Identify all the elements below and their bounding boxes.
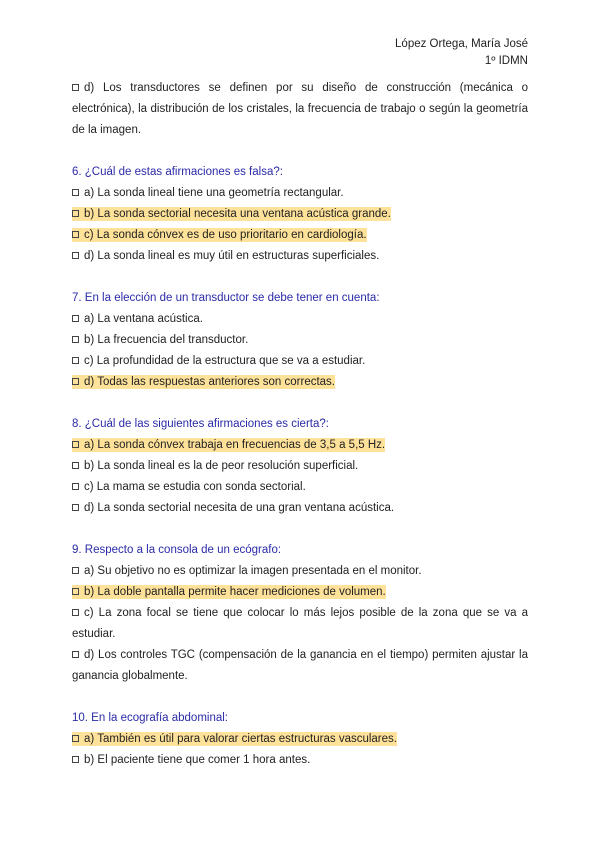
q7-option-b <box>72 330 528 351</box>
option-text: a) La ventana acústica. <box>84 313 203 325</box>
option-text: c) La mama se estudia con sonda sectorial. <box>84 481 306 493</box>
q8-option-d <box>72 498 528 519</box>
checkbox-icon[interactable] <box>72 651 79 658</box>
q7-option-a <box>72 309 528 330</box>
option-text: d) La sonda sectorial necesita de una gran ventana acústica. <box>84 502 395 514</box>
checkbox-icon[interactable] <box>72 735 79 742</box>
document-body <box>72 78 528 771</box>
question-8-title: 8. ¿Cuál de las siguientes afirmaciones es cierta?: <box>72 418 329 430</box>
checkbox-icon[interactable] <box>72 609 79 616</box>
q7-option-d <box>72 372 528 393</box>
page-header <box>395 36 528 70</box>
option-text: a) La sonda cónvex trabaja en frecuencias de 3,5 a 5,5 Hz. <box>84 439 386 451</box>
option-text: d) La sonda lineal es muy útil en estructuras superficiales. <box>84 250 380 262</box>
q6-option-a <box>72 183 528 204</box>
option-text: d) Todas las respuestas anteriores son correctas. <box>84 376 335 388</box>
q6-option-c <box>72 225 528 246</box>
option-text: a) Su objetivo no es optimizar la imagen presentada en el monitor. <box>84 565 422 577</box>
checkbox-icon[interactable] <box>72 567 79 574</box>
q8-option-c <box>72 477 528 498</box>
q10-option-b <box>72 750 528 771</box>
checkbox-icon[interactable] <box>72 231 79 238</box>
checkbox-icon[interactable] <box>72 378 79 385</box>
q9-option-a <box>72 561 528 582</box>
checkbox-icon[interactable] <box>72 84 79 91</box>
option-text: c) La zona focal se tiene que colocar lo más lejos posible de la zona que se va a estudiar. <box>72 607 528 640</box>
answer-highlight <box>72 375 335 389</box>
checkbox-icon[interactable] <box>72 588 79 595</box>
option-text: d) Los transductores se definen por su diseño de construcción (mecánica o electrónica), la distribución de los cristales, la frecuencia de trabajo o según la geometría de la imagen. <box>72 82 528 136</box>
q7-option-c <box>72 351 528 372</box>
checkbox-icon[interactable] <box>72 756 79 763</box>
checkbox-icon[interactable] <box>72 189 79 196</box>
checkbox-icon[interactable] <box>72 315 79 322</box>
checkbox-icon[interactable] <box>72 441 79 448</box>
option-text: a) La sonda lineal tiene una geometría rectangular. <box>84 187 344 199</box>
q10-option-a <box>72 729 528 750</box>
q6-option-d <box>72 246 528 267</box>
checkbox-icon[interactable] <box>72 462 79 469</box>
checkbox-icon[interactable] <box>72 252 79 259</box>
q9-option-d <box>72 645 528 687</box>
option-text: b) La sonda sectorial necesita una ventana acústica grande. <box>84 208 391 220</box>
q8-option-b <box>72 456 528 477</box>
q8-option-a <box>72 435 528 456</box>
option-text: c) La profundidad de la estructura que se va a estudiar. <box>84 355 366 367</box>
option-text: b) El paciente tiene que comer 1 hora antes. <box>84 754 311 766</box>
answer-highlight <box>72 438 385 452</box>
checkbox-icon[interactable] <box>72 483 79 490</box>
option-text: b) La sonda lineal es la de peor resolución superficial. <box>84 460 359 472</box>
checkbox-icon[interactable] <box>72 357 79 364</box>
option-text: b) La doble pantalla permite hacer mediciones de volumen. <box>84 586 386 598</box>
answer-highlight <box>72 585 386 599</box>
checkbox-icon[interactable] <box>72 504 79 511</box>
checkbox-icon[interactable] <box>72 210 79 217</box>
question-7-title: 7. En la elección de un transductor se debe tener en cuenta: <box>72 292 380 304</box>
intro-option-d <box>72 78 528 141</box>
checkbox-icon[interactable] <box>72 336 79 343</box>
q6-option-b <box>72 204 528 225</box>
option-text: b) La frecuencia del transductor. <box>84 334 249 346</box>
q9-option-c <box>72 603 528 645</box>
question-6-title: 6. ¿Cuál de estas afirmaciones es falsa?: <box>72 166 283 178</box>
option-text: c) La sonda cónvex es de uso prioritario en cardiología. <box>84 229 367 241</box>
answer-highlight <box>72 207 391 221</box>
q9-option-b <box>72 582 528 603</box>
option-text: a) También es útil para valorar ciertas estructuras vasculares. <box>84 733 397 745</box>
answer-highlight <box>72 228 367 242</box>
option-text: d) Los controles TGC (compensación de la ganancia en el tiempo) permiten ajustar la ganancia globalmente. <box>72 649 528 682</box>
course-label: 1º IDMN <box>484 55 528 67</box>
answer-highlight <box>72 732 397 746</box>
author-name: López Ortega, María José <box>395 38 528 50</box>
question-10-title: 10. En la ecografía abdominal: <box>72 712 228 724</box>
question-9-title: 9. Respecto a la consola de un ecógrafo: <box>72 544 282 556</box>
